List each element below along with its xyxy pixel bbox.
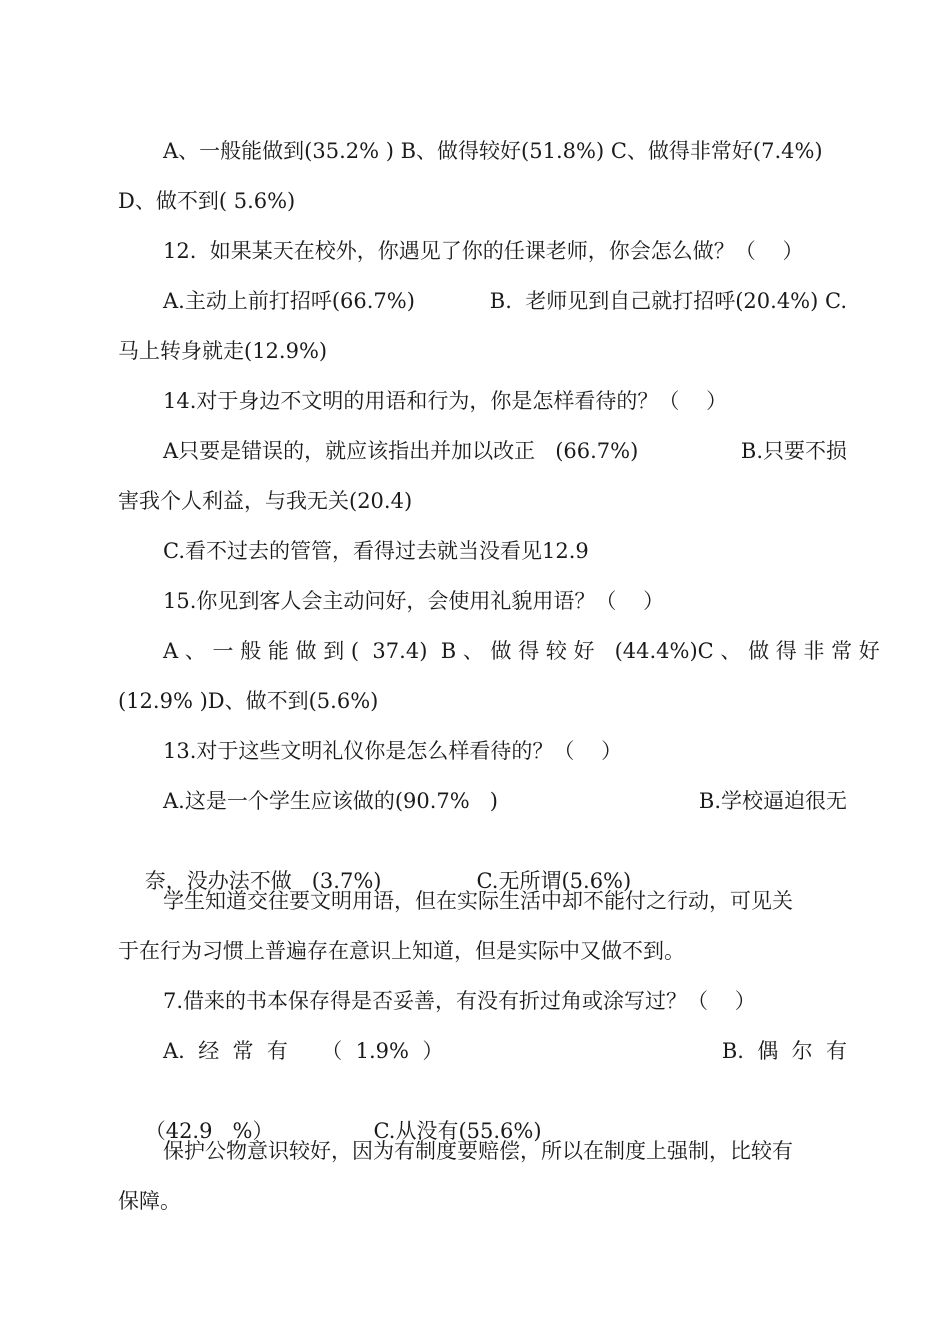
q7-question: 7.借来的书本保存得是否妥善，有没有折过角或涂写过？（ ） xyxy=(163,989,756,1013)
q7-options-line xyxy=(163,1036,847,1066)
q13-option-a: A.这是一个学生应该做的(90.7% ) xyxy=(163,789,498,813)
q12-options-line xyxy=(163,286,847,316)
q15-question: 15.你见到客人会主动问好，会使用礼貌用语？（ ） xyxy=(163,589,665,613)
q14-question: 14.对于身边不文明的用语和行为，你是怎样看待的？（ ） xyxy=(163,389,728,413)
q14-options-cont: 害我个人利益，与我无关(20.4) xyxy=(118,489,413,513)
q15-options-line: A 、 一 般 能 做 到 ( 37.4) B 、 做 得 较 好 (44.4%)C 、 做 得 非 常 好 xyxy=(163,639,880,663)
analysis-paragraph-1: 学生知道交往要文明用语，但在实际生活中却不能付之行动，可见关 xyxy=(163,889,793,913)
q7-option-b-cont: （42.9 %） xyxy=(144,1119,274,1143)
q7-options-cont xyxy=(118,1086,542,1143)
q15-options-cont: (12.9% )D、做不到(5.6%) xyxy=(118,689,379,713)
q14-options-line xyxy=(163,436,847,466)
q13-question: 13.对于这些文明礼仪你是怎么样看待的？（ ） xyxy=(163,739,623,763)
q7-option-b: B. 偶 尔 有 xyxy=(721,1039,847,1063)
q11-options-line: A、一般能做到(35.2% ) B、做得较好(51.8%) C、做得非常好(7.4%) xyxy=(163,139,823,163)
q14-option-b: B.只要不损 xyxy=(740,439,847,463)
q14-option-a: A只要是错误的，就应该指出并加以改正 (66.7%) xyxy=(163,439,639,463)
q12-question: 12. 如果某天在校外，你遇见了你的任课老师，你会怎么做？（ ） xyxy=(163,239,804,263)
q14-option-c: C.看不过去的管管，看得过去就当没看见12.9 xyxy=(163,539,589,563)
q13-options-line xyxy=(163,786,847,816)
q13-option-b: B.学校逼迫很无 xyxy=(698,789,847,813)
analysis-paragraph-1-cont: 于在行为习惯上普遍存在意识上知道，但是实际中又做不到。 xyxy=(118,939,685,963)
q13-option-c: C.无所谓(5.6%) xyxy=(476,869,632,893)
q7-option-c: C.从没有(55.6%) xyxy=(373,1119,542,1143)
q12-options-cont: 马上转身就走(12.9%) xyxy=(118,339,328,363)
q12-option-a: A.主动上前打招呼(66.7%) xyxy=(163,289,415,313)
analysis-paragraph-2-cont: 保障。 xyxy=(118,1189,181,1213)
analysis-paragraph-2: 保护公物意识较好，因为有制度要赔偿，所以在制度上强制，比较有 xyxy=(163,1139,793,1163)
q11-options-cont: D、做不到( 5.6%) xyxy=(118,189,296,213)
q13-options-cont xyxy=(118,836,632,893)
q7-option-a: A. 经 常 有 （ 1.9% ） xyxy=(163,1039,444,1063)
q13-option-b-cont: 奈，没办法不做 (3.7%) xyxy=(144,869,382,893)
q12-option-b: B. 老师见到自己就打招呼(20.4%) C. xyxy=(489,289,847,313)
